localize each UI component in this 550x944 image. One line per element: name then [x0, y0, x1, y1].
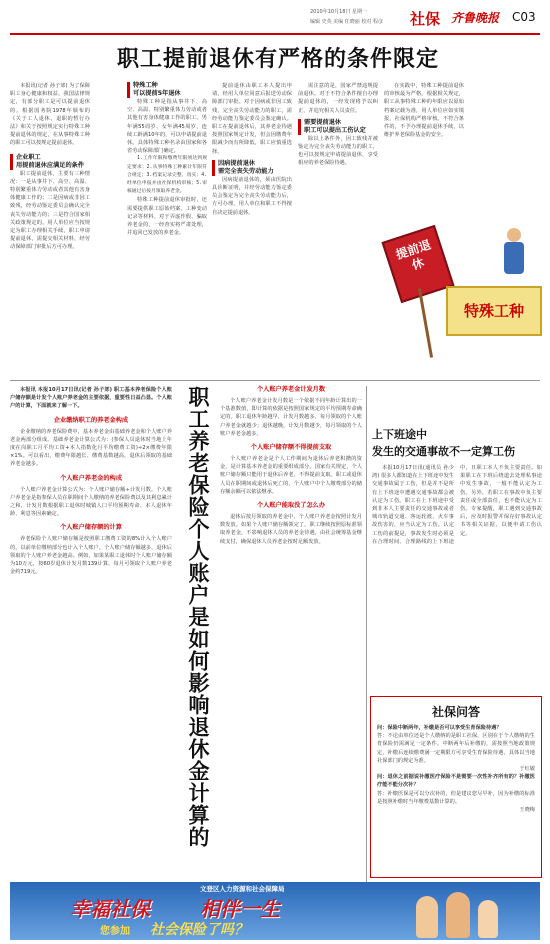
- article2-headline: 职工养老保险个人账户是如何影响退休金计算的: [186, 386, 211, 848]
- article1-col3: [212, 82, 292, 217]
- illustration-pole: [418, 288, 433, 357]
- banner-family-illustration: [410, 890, 520, 938]
- section-title: 社保: [410, 10, 441, 28]
- article1-sub2: 特殊工种 可以提前5年退休: [127, 82, 207, 98]
- qa-answer-2: 答：补缴医保是可以分次补的，但是建议您尽早补，因为补缴的标准是按照补缴时当年缴费基数计算的。: [377, 790, 535, 805]
- article1-col2: [127, 82, 207, 237]
- banner-person-3: [478, 900, 498, 938]
- article1-col5: [384, 82, 464, 139]
- qa-sign-1: 于红敏: [519, 766, 535, 773]
- illustration-board: [446, 286, 542, 336]
- article1-col4b: 除以上条件外，因工致残并被鉴定为完全丧失劳动能力的职工，也可以按规定申请提前退休，享受相应的养老保险待遇。: [298, 135, 378, 167]
- banner-person-2: [446, 892, 470, 938]
- banner-slogan-1: 幸福社保: [70, 897, 150, 921]
- article2-left-col: [10, 386, 172, 576]
- article1-col4: [298, 82, 378, 168]
- banner-slogan-3: 您参加: [100, 926, 130, 937]
- qa-question-1: 问：保险中断两年，补缴是否可以享受生育保险待遇？: [377, 725, 502, 731]
- article1-col4-text: 需注意的是，国家严禁违规提前退休。对于不符合条件擅自办理提前退休的，一经发现将予以纠正，并追究相关人员责任。: [298, 83, 378, 114]
- article3-body: [372, 464, 542, 686]
- article1-sub4: 需要提前退休 职工可以提出工伤认定: [298, 119, 378, 135]
- article1-lead: 本报讯(记者 孙子郊) 为了保障职工身心健康和权益，我国法律规定，有部分职工是可以提前退休的。根据国务院1978年颁布的《关于工人退休、退职的暂行办法》和关于按照规定实行特殊工种提前退休的规定，在从事特殊工种的职工可以按规定提前退休。: [10, 83, 90, 147]
- figure-head: [507, 228, 521, 242]
- article2-sub1: 企业缴纳职工的养老金构成: [53, 416, 129, 424]
- section-divider-1: [10, 380, 540, 381]
- banner-person-1: [416, 896, 438, 938]
- qa-sign-2: 王晓梅: [519, 807, 535, 814]
- article2-sub3: 个人账户储存额的计算: [60, 524, 122, 532]
- article2-body2: 个人账户养老金计算公式为：个人账户储存额÷计发月数。个人账户养老金是指参保人员在职期间个人缴纳的养老保险费以及其利息累计之和，计发月数根据职工退休时城镇人口平均预期寿命、本人退休年龄、利息等因素确定。: [10, 486, 172, 518]
- article2-body3: 养老保险个人账户储存额是按照职工缴费工资的8%计入个人账户的，以前单位缴纳部分也计入个人账户。个人账户储存额越多，退休后领取的个人账户养老金越高。例如，如果某职工退休时个人账户储存额为10万元，按60岁退休计发月数139计算，每月可领取个人账户养老金约719元。: [10, 536, 172, 576]
- article3-text: 本报10月17日讯(通讯员 孙少鸿) 很多人都知道在上下班途中发生交通事故属于工伤，但是并不是所有上下班途中遭遇交通事故都会被认定为工伤。职工在上下班途中受到非本人主要责任的交通事故或者城市轨道交通、客运轮渡、火车事故伤害的，应当认定为工伤。认定工伤的前提是，事故发生时必须是在合理时间、合理路线的上下班途中，且职工本人不负主要责任。如果职工在下班后绕道去处理私事途中发生事故，一般不能认定为工伤。另外，若职工在事故中负主要责任或全部责任，也不能认定为工伤。专家提醒，职工遇到交通事故后，应及时报警并保存好事故认定书等相关证据，以便申请工伤认定。: [372, 465, 542, 545]
- column-divider: [366, 386, 367, 882]
- advert-banner: [10, 882, 540, 940]
- banner-slogan-2: 相伴一生: [200, 897, 280, 921]
- article1-col2-list: 1.工作年限和缴费年限须达到规定要求；2.从事特殊工种累计年限符合规定；3.档案记录完整、真实；4.经单位申报并由社保机构审核；5.审核通过后按月领取养老金。: [127, 156, 207, 195]
- article1-sub3: 因病提前退休 需完全丧失劳动能力: [212, 160, 292, 176]
- article1-col2b: 特殊工种提前退休审批时，还需要提供职工原始档案、工种变动记录等材料。对于弄虚作假、骗取养老金的，一经查实将严肃处理，并追回已发放的养老金。: [127, 197, 207, 237]
- article2-body6: 退休后按月领取的养老金中，个人账户养老金按照计发月数发放。如果个人账户储存额领完了，职工继续按照原标准领取养老金，不影响退休人员的养老金待遇，由社会统筹基金继续支付，确保退休人员养老金按时足额发放。: [220, 514, 362, 545]
- illustration-sign-text: 提前退休: [394, 237, 433, 273]
- article2-lead: 本报讯 本报10月17日讯(记者 孙子郊) 职工基本养老保险个人账户储存额是计发个人账户养老金的主要依据，重要性日益凸显。个人账户的计算，下面就来了解一下。: [10, 387, 172, 410]
- article1-col1b: 职工提前退休，主要有三种情况：一是从事井下、高空、高温、特别繁重体力劳动或者其他有害身体健康工作的；二是因病或非因工致残，经劳动鉴定委员会确认完全丧失劳动能力的；三是符合国家相关政策规定的。用人单位应当按规定为职工办理相关手续，职工申请提前退休，需提交相关材料，经劳动保障部门审批后方可办理。: [10, 170, 90, 251]
- qa-box: [370, 696, 542, 878]
- figure-body: [504, 242, 524, 274]
- banner-org: 文登区人力资源和社会保障局: [200, 885, 285, 893]
- article2-body1: 企业缴纳的养老保险费中，基本养老金由基础养老金和个人账户养老金两部分组成。基础养老金计算公式为：(参保人员退休时当地上年度在岗职工月平均工资+本人指数化月平均缴费工资)÷2×缴费年限×1%。可以看出，缴费年限越长、缴费基数越高，退休后领取的基础养老金越多。: [10, 428, 172, 468]
- early-retirement-illustration: [388, 218, 543, 368]
- date-line: 2010年10月18日 星期一: [310, 9, 368, 15]
- article2-sub6: 个人账户能取没了怎么办: [256, 502, 326, 510]
- illustration-figure: [498, 228, 530, 284]
- qa-question-2: 问：退休之前据说补缴医疗保险不是需要一次性补齐所有的？补缴医疗能不能分次补？: [377, 774, 535, 789]
- article1-col2-text: 特殊工种是指从事井下、高空、高温、特别繁重体力劳动或者其他有害身体健康工作的职工。男年满55周岁、女年满45周岁，连续工龄满10年的，可以申请提前退休。具体特殊工种名录由国家和各省劳动保障部门确定。: [127, 99, 207, 155]
- article1-headline: 职工提前退休有严格的条件限定: [116, 46, 439, 72]
- page-number: C03: [512, 10, 536, 24]
- article1-sub1: 企业职工 用提前退休应满足的条件: [10, 154, 90, 170]
- qa-content: [371, 720, 541, 818]
- article1-col3b: 因病提前退休的，须由医院出具诊断证明，并经劳动能力鉴定委员会鉴定为完全丧失劳动能力后，方可办理。用人单位和职工不得擅自决定提前退休。: [212, 176, 292, 216]
- banner-slogan-4: 社会保险了吗？: [150, 922, 248, 938]
- article3-headline: 上下班途中 发生的交通事故不一定算工伤: [372, 428, 515, 458]
- article1-col5-text: 在实践中，特殊工种提前退休的审核最为严格。根据相关规定，职工从事特殊工种的年限应以原始档案记载为准，用人单位应如实填报，社保机构严格审核。不符合条件的，不予办理提前退休手续，以维护养老保险基金的安全。: [384, 83, 464, 139]
- newspaper-logo: 齐鲁晚报: [451, 11, 500, 25]
- illustration-board-text: 特殊工种: [463, 302, 524, 320]
- article1-col1: [10, 82, 90, 252]
- qa-answer-1: 答：不论由单位还是个人缴纳的是职工社保，区别在于个人缴纳的生育保险仍需满足一定条件。中断两年后补缴的，需按照当地政策规定，补缴后连续缴费满一定期限方可享受生育保险待遇，具体以当地社保部门的规定为准。: [377, 733, 535, 764]
- qa-title: 社保问答: [431, 705, 480, 719]
- article2-right-col: [220, 386, 362, 546]
- article1-col3-text: 提前退休由职工本人提出申请，经用人单位同意后报送劳动保障部门审批。对于因病或非因工致残，完全丧失劳动能力的职工，需经劳动能力鉴定委员会鉴定确认。职工在提前退休后，其养老金待遇按照国家规定计发，但会因缴费年限减少而有所降低，职工应慎重选择。: [212, 83, 292, 155]
- staff-line: 编辑 史英 美编 任晓丽 校对 程彦: [310, 19, 383, 25]
- masthead: [0, 0, 550, 36]
- masthead-rule: [10, 33, 540, 35]
- article2-body5: 个人账户养老金是个人工作期间为退休后养老积攒的资金，是计算基本养老金的重要组成部分。国家有关规定，个人账户储存额只能用于退休后养老，不得提前支取。职工或退休人员在职期间或退休后死亡的，个人账户中个人缴费部分的储存额余额可以依法继承。: [220, 456, 362, 495]
- article2-sub4: 个人账户养老金计发月数: [256, 386, 326, 393]
- article2-body4: 个人账户养老金计发月数是一个依据不同年龄计算出的一个基准数值，即计算的依据是按照国家规定的平均预期寿命确定的。职工退休年龄越早，计发月数越多，每月领取的个人账户养老金就越少；退休越晚，计发月数越少，每月领取的个人账户养老金越多。: [220, 398, 362, 437]
- article2-sub2: 个人账户养老金的构成: [60, 474, 122, 482]
- article2-sub5: 个人账户储存额不得提前支取: [250, 444, 332, 452]
